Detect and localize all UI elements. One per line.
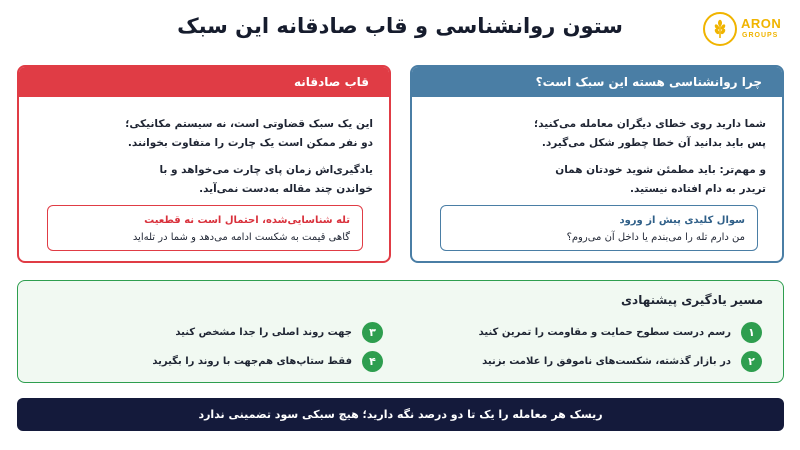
learning-step (479, 321, 762, 343)
honest-frame-para-1 (35, 115, 373, 153)
learning-step (152, 350, 383, 372)
trap-warning-text: گاهی قیمت به شکست ادامه می‌دهد و شما در تله‌اید (132, 232, 350, 243)
logo-subtitle: GROUPS (742, 32, 779, 39)
honest-frame-card (17, 65, 391, 263)
logo-name: ARON (741, 16, 782, 31)
step-text: رسم درست سطوح حمایت و مقاومت را تمرین کنید (478, 326, 731, 338)
key-question-title: سوال کلیدی پیش از ورود (619, 215, 745, 226)
step-number-badge: ۴ (362, 351, 383, 372)
text-line: دو نفر ممکن است یک چارت را متفاوت بخوانند. (127, 137, 373, 149)
psychology-para-1 (428, 115, 766, 153)
key-question-note (440, 205, 758, 251)
text-line: خواندن چند مقاله به‌دست نمی‌آید. (199, 183, 373, 195)
psychology-card (410, 65, 784, 263)
step-text: در بازار گذشته، شکست‌های ناموفق را علامت بزنید (482, 355, 731, 367)
honest-frame-card-heading: قاب صادقانه (19, 67, 389, 97)
text-line: این یک سبک قضاوتی است، نه سیستم مکانیکی؛ (125, 118, 373, 130)
step-number-badge: ۱ (741, 322, 762, 343)
text-line: تریدر به دام افتاده نیستید. (630, 183, 766, 195)
step-number-badge: ۳ (362, 322, 383, 343)
wheat-icon (703, 12, 737, 46)
learning-step (482, 350, 762, 372)
trap-warning-title: تله شناسایی‌شده، احتمال است نه قطعیت (144, 215, 350, 226)
text-line: و مهم‌تر: باید مطمئن شوید خودتان همان (555, 164, 766, 176)
page-title: ستون روانشناسی و قاب صادقانه این سبک (177, 14, 623, 38)
key-question-text: من دارم تله را می‌بندم یا داخل آن می‌روم؟ (566, 232, 745, 243)
step-number-badge: ۲ (741, 351, 762, 372)
aron-logo (703, 12, 785, 46)
trap-warning-note (47, 205, 363, 251)
psychology-card-heading: چرا روانشناسی هسته این سبک است؟ (412, 67, 782, 97)
step-text: جهت روند اصلی را جدا مشخص کنید (175, 326, 352, 338)
honest-frame-para-2 (35, 161, 373, 199)
step-text: فقط ستاپ‌های هم‌جهت با روند را بگیرید (152, 355, 352, 367)
learning-step (175, 321, 383, 343)
text-line: پس باید بدانید آن خطا چطور شکل می‌گیرد. (541, 137, 766, 149)
text-line: شما دارید روی خطای دیگران معامله می‌کنید؛ (534, 118, 766, 130)
text-line: یادگیری‌اش زمان پای چارت می‌خواهد و با (159, 164, 373, 176)
psychology-para-2 (428, 161, 766, 199)
learning-path-panel (17, 280, 784, 383)
risk-footer-banner: ریسک هر معامله را یک تا دو درصد نگه دارید؛ هیچ سبکی سود تضمینی ندارد (17, 398, 784, 431)
learning-path-title: مسیر یادگیری پیشنهادی (621, 293, 763, 307)
